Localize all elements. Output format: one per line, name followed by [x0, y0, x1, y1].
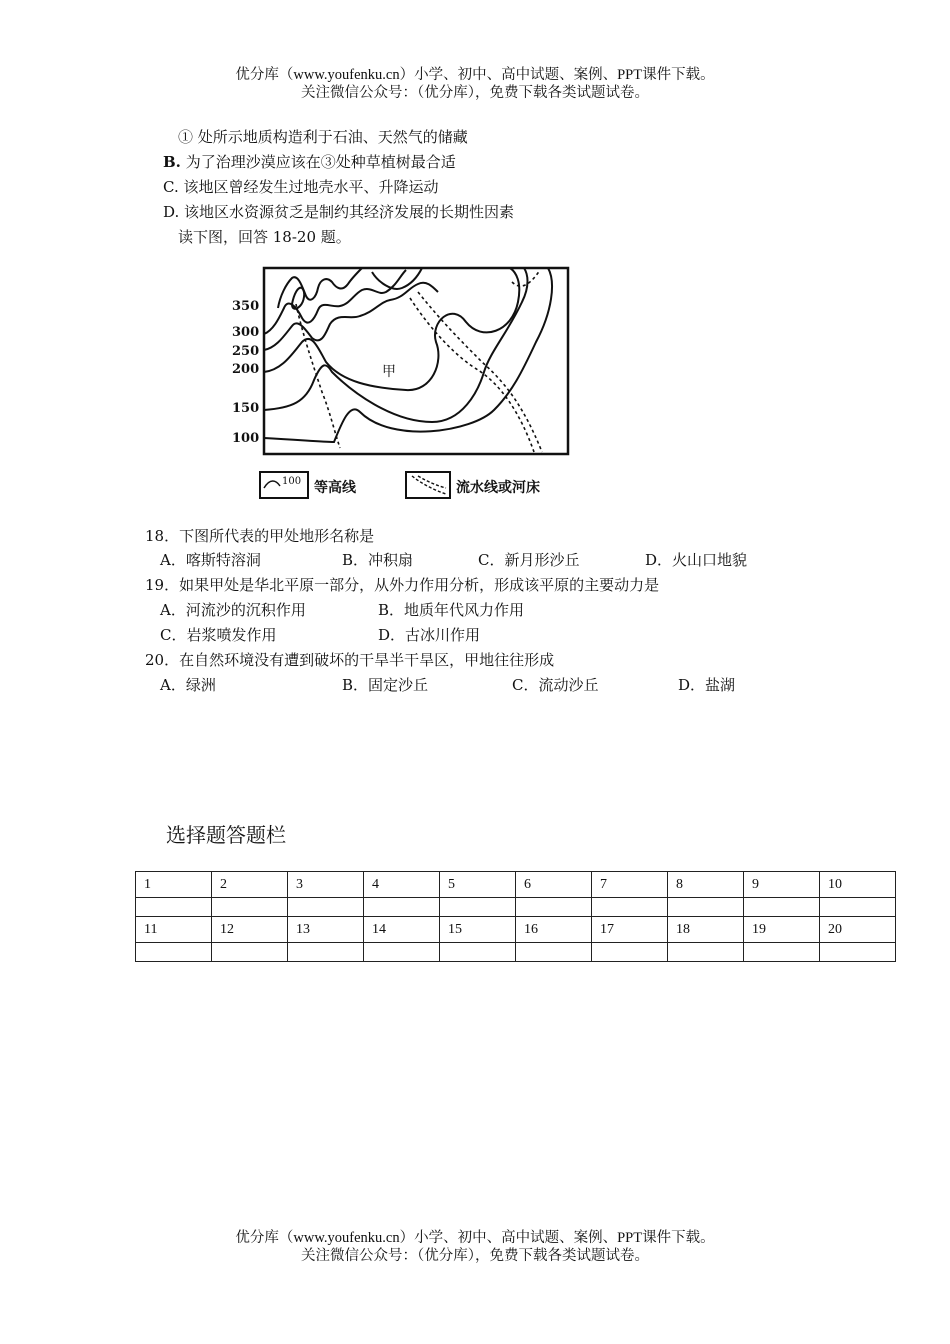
answer-number-row-2	[136, 917, 896, 943]
answer-blank-cell[interactable]	[364, 943, 440, 962]
answer-blank-cell[interactable]	[516, 898, 592, 917]
answer-blank-cell[interactable]	[136, 898, 212, 917]
contour-lines	[264, 268, 552, 442]
answer-number-cell: 13	[288, 917, 364, 943]
answer-number-cell: 15	[440, 917, 516, 943]
legend-river-icon-2	[418, 476, 446, 488]
q19-option-d: D．古冰川作用	[378, 626, 481, 644]
q19-stem: 19．如果甲处是华北平原一部分，从外力作用分析，形成该平原的主要动力是	[145, 576, 660, 594]
answer-blank-cell[interactable]	[136, 943, 212, 962]
q17-option-b	[163, 152, 456, 172]
river-line-3	[410, 298, 534, 452]
answer-number-cell: 17	[592, 917, 668, 943]
answer-number-cell: 18	[668, 917, 744, 943]
contour-250	[264, 283, 438, 350]
q17-option-c: C. 该地区曾经发生过地壳水平、升降运动	[163, 178, 439, 196]
answer-blank-cell[interactable]	[820, 898, 896, 917]
answer-number-cell: 19	[744, 917, 820, 943]
answer-blank-cell[interactable]	[744, 898, 820, 917]
center-label: 甲	[382, 364, 396, 380]
page-header	[0, 66, 950, 102]
answer-blank-cell[interactable]	[440, 898, 516, 917]
q20-stem: 20．在自然环境没有遭到破坏的干旱半干旱区，甲地往往形成	[145, 651, 555, 669]
answer-blank-cell[interactable]	[212, 943, 288, 962]
answer-blank-cell[interactable]	[288, 898, 364, 917]
answer-blank-row-2	[136, 943, 896, 962]
q20-option-c: C．流动沙丘	[512, 676, 599, 694]
answer-number-cell: 11	[136, 917, 212, 943]
legend-contour-text: 等高线	[314, 480, 356, 496]
answer-number-cell: 1	[136, 872, 212, 898]
legend-contour-value: 100	[282, 476, 302, 487]
answer-blank-cell[interactable]	[288, 943, 364, 962]
contour-label-200: 200	[232, 362, 260, 377]
answer-blank-cell[interactable]	[744, 943, 820, 962]
header-line-2: 关注微信公众号：（优分库），免费下载各类试题试卷。	[301, 85, 649, 101]
q18-option-c: C．新月形沙丘	[478, 551, 580, 569]
contour-label-350: 350	[232, 299, 260, 314]
answer-number-cell: 4	[364, 872, 440, 898]
answer-blank-row-1	[136, 898, 896, 917]
q18-option-b: B．冲积扇	[342, 551, 414, 569]
answer-sheet-table	[135, 871, 896, 962]
contour-label-250: 250	[232, 344, 260, 359]
q19-option-a: A．河流沙的沉积作用	[160, 601, 306, 619]
answer-blank-cell[interactable]	[364, 898, 440, 917]
q18-stem: 18．下图所代表的甲处地形名称是	[145, 527, 375, 545]
answer-blank-cell[interactable]	[668, 898, 744, 917]
answer-number-cell: 9	[744, 872, 820, 898]
answer-number-cell: 6	[516, 872, 592, 898]
contour-label-150: 150	[232, 401, 260, 416]
answer-number-cell: 20	[820, 917, 896, 943]
answer-number-cell: 16	[516, 917, 592, 943]
contour-100	[264, 268, 552, 442]
answer-blank-cell[interactable]	[212, 898, 288, 917]
footer-line-2: 关注微信公众号：（优分库），免费下载各类试题试卷。	[301, 1248, 649, 1264]
q20-option-b: B．固定沙丘	[342, 676, 429, 694]
answer-blank-cell[interactable]	[592, 898, 668, 917]
q19-option-b: B．地质年代风力作用	[378, 601, 525, 619]
header-line-1: 优分库（www.youfenku.cn）小学、初中、高中试题、案例、PPT课件下载。	[235, 67, 715, 83]
map-frame	[264, 268, 568, 454]
answer-number-cell: 7	[592, 872, 668, 898]
q20-option-d: D．盐湖	[678, 676, 736, 694]
answer-number-cell: 14	[364, 917, 440, 943]
legend-contour-icon	[264, 481, 280, 488]
q17-option-d: D. 该地区水资源贫乏是制约其经济发展的长期性因素	[163, 203, 515, 221]
legend-river-text: 流水线或河床	[456, 480, 540, 496]
answer-number-cell: 8	[668, 872, 744, 898]
answer-blank-cell[interactable]	[820, 943, 896, 962]
q19-option-c: C．岩浆喷发作用	[160, 626, 277, 644]
q18-option-d: D．火山口地貌	[645, 551, 748, 569]
contour-label-100: 100	[232, 431, 260, 446]
answer-blank-cell[interactable]	[592, 943, 668, 962]
river-lines	[296, 270, 542, 452]
answer-number-cell: 5	[440, 872, 516, 898]
q18-option-a: A．喀斯特溶洞	[160, 551, 261, 569]
answer-blank-cell[interactable]	[516, 943, 592, 962]
answer-number-cell: 3	[288, 872, 364, 898]
answer-number-row-1	[136, 872, 896, 898]
q20-option-a: A．绿洲	[160, 676, 216, 694]
q17-option-a: ① 处所示地质构造利于石油、天然气的储藏	[178, 128, 468, 146]
page-footer	[0, 1229, 950, 1265]
answer-number-cell: 10	[820, 872, 896, 898]
footer-line-1: 优分库（www.youfenku.cn）小学、初中、高中试题、案例、PPT课件下载。	[235, 1230, 715, 1246]
contour-label-300: 300	[232, 325, 260, 340]
legend	[260, 472, 540, 498]
answer-number-cell: 12	[212, 917, 288, 943]
legend-river-icon	[412, 476, 446, 494]
answer-blank-cell[interactable]	[668, 943, 744, 962]
answer-number-cell: 2	[212, 872, 288, 898]
contour-map-figure	[222, 262, 582, 505]
answer-sheet-title: 选择题答题栏	[166, 823, 286, 847]
q17-option-b-text: 为了治理沙漠应该在③处种草植树最合适	[185, 153, 456, 171]
q17-option-b-letter: B.	[163, 153, 181, 171]
answer-blank-cell[interactable]	[440, 943, 516, 962]
intro-text: 读下图，回答 18-20 题。	[178, 228, 351, 246]
